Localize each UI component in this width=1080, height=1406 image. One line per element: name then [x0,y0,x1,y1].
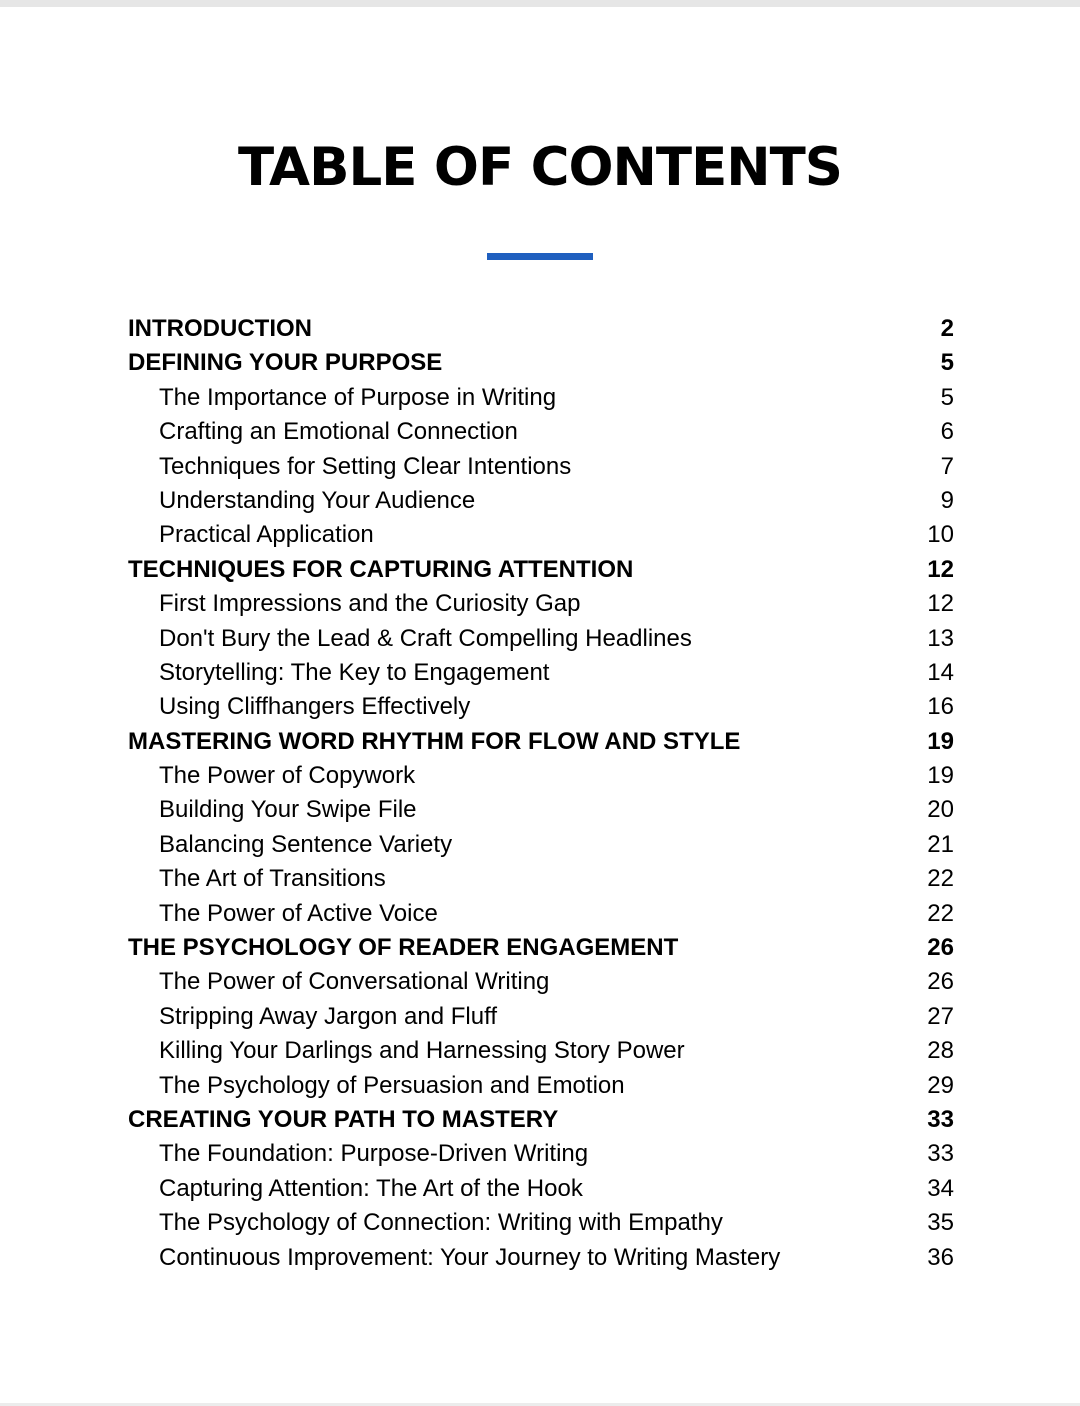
toc-section-entry[interactable] [128,415,954,449]
toc-entry-page-number: 2 [940,315,954,342]
toc-chapter-entry[interactable] [128,346,954,380]
toc-entry-page-number: 26 [927,968,954,996]
toc-section-entry[interactable] [128,759,954,793]
toc-section-entry[interactable] [128,897,954,931]
toc-entry-title: The Power of Copywork [159,762,416,790]
toc-entry-page-number: 22 [927,899,954,927]
toc-entry-page-number: 29 [927,1071,954,1099]
toc-entry-title: MASTERING WORD RHYTHM FOR FLOW AND STYLE [128,727,741,755]
toc-entry-title: Don't Bury the Lead & Craft Compelling Headlines [159,624,692,652]
toc-entry-page-number: 13 [927,624,954,652]
toc-chapter-entry[interactable] [128,1103,954,1137]
toc-section-entry[interactable] [128,965,954,999]
toc-entry-page-number: 6 [940,418,954,446]
toc-entry-page-number: 19 [927,727,954,755]
toc-section-entry[interactable] [128,656,954,690]
toc-entry-title: The Foundation: Purpose-Driven Writing [159,1140,589,1168]
toc-entry-page-number: 21 [927,830,954,858]
toc-chapter-entry[interactable] [128,312,954,346]
toc-entry-title: CREATING YOUR PATH TO MASTERY [128,1105,559,1133]
toc-entry-title: First Impressions and the Curiosity Gap [159,590,581,618]
toc-entry-title: Building Your Swipe File [159,796,417,824]
toc-section-entry[interactable] [128,862,954,896]
toc-entry-page-number: 33 [927,1105,954,1133]
toc-entry-page-number: 19 [927,762,954,790]
toc-section-entry[interactable] [128,381,954,415]
toc-entry-title: The Psychology of Connection: Writing with Empathy [159,1209,723,1237]
toc-entry-page-number: 7 [940,452,954,480]
toc-section-entry[interactable] [128,1137,954,1171]
toc-section-entry[interactable] [128,622,954,656]
toc-entry-title: Crafting an Emotional Connection [159,418,518,446]
toc-chapter-entry[interactable] [128,931,954,965]
toc-entry-title: Practical Application [159,521,374,549]
toc-entry-title: Storytelling: The Key to Engagement [159,658,550,686]
toc-section-entry[interactable] [128,450,954,484]
toc-entry-title: Killing Your Darlings and Harnessing Story Power [159,1037,685,1065]
toc-entry-title: DEFINING YOUR PURPOSE [128,349,443,377]
toc-entry-title: TECHNIQUES FOR CAPTURING ATTENTION [128,555,634,583]
toc-section-entry[interactable] [128,587,954,621]
toc-entry-title: Understanding Your Audience [159,486,476,514]
top-edge-strip [0,0,1080,7]
toc-entry-title: Balancing Sentence Variety [159,830,453,858]
toc-section-entry[interactable] [128,1206,954,1240]
toc-section-entry[interactable] [128,793,954,827]
table-of-contents-list [128,312,954,1275]
title-underline-rule [487,253,593,260]
toc-section-entry[interactable] [128,828,954,862]
toc-entry-page-number: 9 [940,486,954,514]
toc-entry-title: Techniques for Setting Clear Intentions [159,452,572,480]
toc-entry-title: Capturing Attention: The Art of the Hook [159,1174,583,1202]
toc-entry-page-number: 27 [927,1002,954,1030]
toc-entry-title: Continuous Improvement: Your Journey to Writing Mastery [159,1243,781,1271]
toc-entry-title: The Psychology of Persuasion and Emotion [159,1071,625,1099]
toc-entry-title: INTRODUCTION [128,315,312,342]
toc-entry-title: Stripping Away Jargon and Fluff [159,1002,497,1030]
toc-chapter-entry[interactable] [128,553,954,587]
toc-section-entry[interactable] [128,1172,954,1206]
toc-entry-page-number: 12 [927,590,954,618]
toc-entry-page-number: 26 [927,934,954,962]
toc-entry-title: THE PSYCHOLOGY OF READER ENGAGEMENT [128,934,679,962]
toc-entry-page-number: 10 [927,521,954,549]
toc-entry-page-number: 20 [927,796,954,824]
toc-entry-page-number: 14 [927,658,954,686]
toc-entry-page-number: 33 [927,1140,954,1168]
toc-entry-page-number: 35 [927,1209,954,1237]
toc-section-entry[interactable] [128,1241,954,1275]
toc-entry-title: The Importance of Purpose in Writing [159,383,557,411]
toc-entry-page-number: 16 [927,693,954,721]
toc-entry-page-number: 36 [927,1243,954,1271]
toc-section-entry[interactable] [128,1034,954,1068]
toc-entry-title: Using Cliffhangers Effectively [159,693,471,721]
toc-entry-title: The Power of Active Voice [159,899,438,927]
toc-entry-page-number: 34 [927,1174,954,1202]
toc-section-entry[interactable] [128,690,954,724]
toc-entry-page-number: 5 [940,383,954,411]
page-title: TABLE OF CONTENTS [238,137,842,198]
toc-entry-page-number: 28 [927,1037,954,1065]
toc-entry-page-number: 5 [940,349,954,377]
toc-section-entry[interactable] [128,1069,954,1103]
toc-entry-title: The Power of Conversational Writing [159,968,550,996]
toc-section-entry[interactable] [128,1000,954,1034]
toc-entry-title: The Art of Transitions [159,865,386,893]
toc-chapter-entry[interactable] [128,725,954,759]
toc-entry-page-number: 12 [927,555,954,583]
toc-entry-page-number: 22 [927,865,954,893]
toc-section-entry[interactable] [128,484,954,518]
toc-section-entry[interactable] [128,518,954,552]
